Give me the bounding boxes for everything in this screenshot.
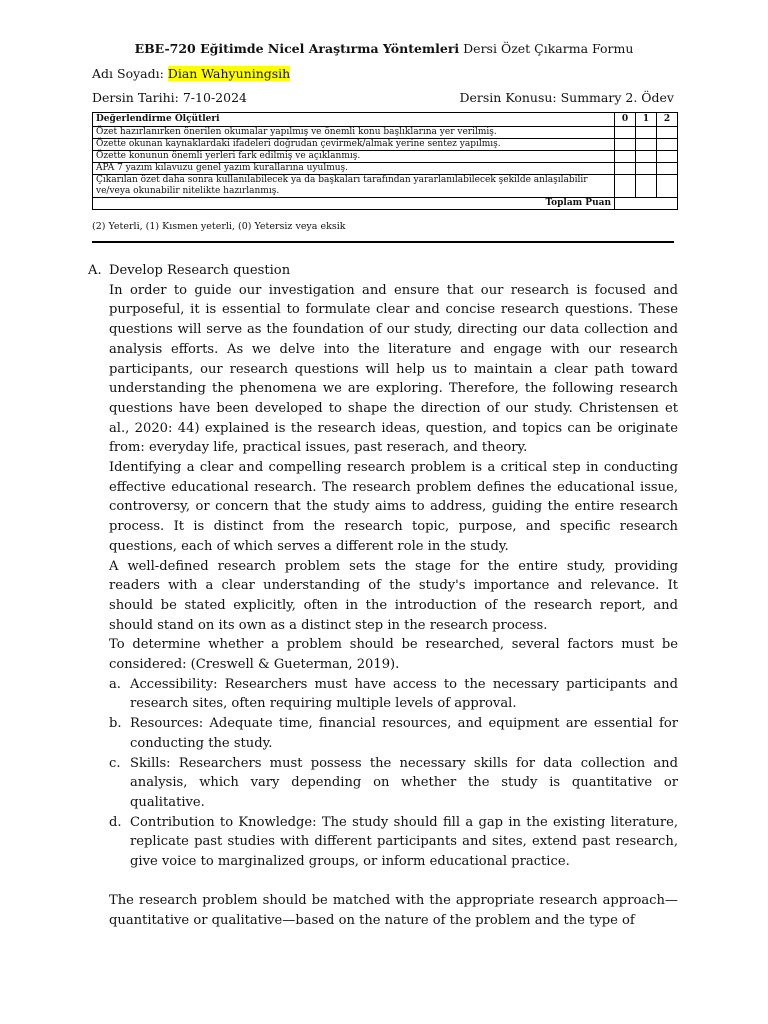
criteria-row (93, 175, 678, 198)
score-cell (615, 151, 636, 163)
course-title: EBE-720 Eğitimde Nicel Araştırma Yöntemleri (134, 41, 460, 56)
criteria-text: Özette okunan kaynaklardaki ifadeleri doğrudan çevirmek/almak yerine sentez yapılmış. (93, 139, 615, 151)
score-legend: (2) Yeterli, (1) Kısmen yeterli, (0) Yetersiz veya eksik (92, 221, 346, 232)
score-cell (636, 127, 657, 139)
score-cell (636, 175, 657, 198)
factor-list (109, 675, 678, 872)
criteria-header-row (93, 113, 678, 127)
score-header-1: 1 (636, 113, 657, 127)
score-header-2: 2 (657, 113, 678, 127)
total-label: Toplam Puan (93, 198, 615, 210)
criteria-text: Çıkarılan özet daha sonra kullanılabilecek ya da başkaları tarafından yararlanılabilecek şekilde anlaşılabilir ve/veya okunabilir nitelikte hazırlanmış. (93, 175, 615, 198)
list-item (109, 813, 678, 872)
total-score-cell (615, 198, 678, 210)
student-name: Dian Wahyuningsih (167, 66, 291, 81)
criteria-row (93, 127, 678, 139)
criteria-row (93, 139, 678, 151)
score-cell (636, 163, 657, 175)
list-text: Skills: Researchers must possess the necessary skills for data collection and analysis, which vary depending on whether the study is quantitative or qualitative. (130, 755, 678, 810)
section-body (109, 281, 678, 931)
criteria-text: Özette konunun önemli yerleri fark edilmiş ve açıklanmış. (93, 151, 615, 163)
criteria-row (93, 151, 678, 163)
divider (92, 241, 674, 243)
list-letter: a. (109, 676, 121, 692)
paragraph: A well-defined research problem sets the stage for the entire study, providing readers with a clear understanding of the study's importance and relevance. It should be stated explicitly, often in the introduction of the research report, and should stand on its own as a distinct step in the research process. (109, 558, 678, 633)
paragraph: The research problem should be matched with the appropriate research approach—quantitative or qualitative—based on the nature of the problem and the type of (109, 893, 678, 929)
list-item (109, 754, 678, 813)
paragraph: In order to guide our investigation and ensure that our research is focused and purposeful, it is essential to formulate clear and concise research questions. These questions will serve as the foundation of our study, directing our data collection and analysis efforts. As we delve into the literature and engage with our research participants, our research questions will help us to maintain a clear path toward understanding the phenomena we are exploring. Therefore, the following research questions have been developed to shape the direction of our study. Christensen et al., 2020: 44) explained is the research ideas, question, and topics can be originate from: everyday life, practical issues, past reserach, and theory. (109, 282, 678, 456)
score-cell (657, 175, 678, 198)
score-cell (636, 151, 657, 163)
score-cell (657, 127, 678, 139)
score-cell (657, 139, 678, 151)
course-date: Dersin Tarihi: 7-10-2024 (92, 90, 247, 105)
score-cell (636, 139, 657, 151)
criteria-header: Değerlendirme Ölçütleri (93, 113, 615, 127)
list-text: Contribution to Knowledge: The study should fill a gap in the existing literature, replicate past studies with different participants and sites, extend past research, give voice to marginalized groups, or inform educational practice. (130, 814, 678, 870)
section-heading (88, 261, 678, 281)
form-title-rest: Dersi Özet Çıkarma Formu (459, 41, 634, 56)
spacer (109, 872, 678, 892)
name-label: Adı Soyadı: (92, 66, 168, 81)
paragraph: To determine whether a problem should be researched, several factors must be considered: (Creswell & Gueterman, 2019). (109, 637, 678, 673)
student-name-line (92, 66, 290, 81)
score-header-0: 0 (615, 113, 636, 127)
list-letter: d. (109, 814, 122, 830)
form-title (0, 41, 768, 56)
criteria-text: Özet hazırlanırken önerilen okumalar yapılmış ve önemli konu başlıklarına yer verilmiş. (93, 127, 615, 139)
total-row (93, 198, 678, 210)
score-cell (657, 163, 678, 175)
section-letter: A. (88, 263, 102, 278)
score-cell (615, 175, 636, 198)
list-letter: c. (109, 755, 121, 771)
section-title: Develop Research question (109, 263, 291, 278)
criteria-table (92, 112, 678, 210)
score-cell (657, 151, 678, 163)
score-cell (615, 139, 636, 151)
list-letter: b. (109, 716, 122, 732)
paragraph: Identifying a clear and compelling research problem is a critical step in conducting effective educational research. The research problem defines the educational issue, controversy, or concern that the study aims to address, guiding the entire research process. It is distinct from the research topic, purpose, and specific research questions, each of which serves a different role in the study. (109, 460, 678, 554)
list-text: Resources: Adequate time, financial resources, and equipment are essential for conducting the study. (130, 716, 678, 751)
score-cell (615, 127, 636, 139)
criteria-row (93, 163, 678, 175)
course-topic: Dersin Konusu: Summary 2. Ödev (459, 90, 674, 105)
score-cell (615, 163, 636, 175)
section-a (88, 261, 678, 931)
criteria-text: APA 7 yazım kılavuzu genel yazım kurallarına uyulmuş. (93, 163, 615, 175)
list-item (109, 714, 678, 753)
list-item (109, 675, 678, 714)
list-text: Accessibility: Researchers must have access to the necessary participants and research sites, often requiring multiple levels of approval. (130, 676, 678, 712)
